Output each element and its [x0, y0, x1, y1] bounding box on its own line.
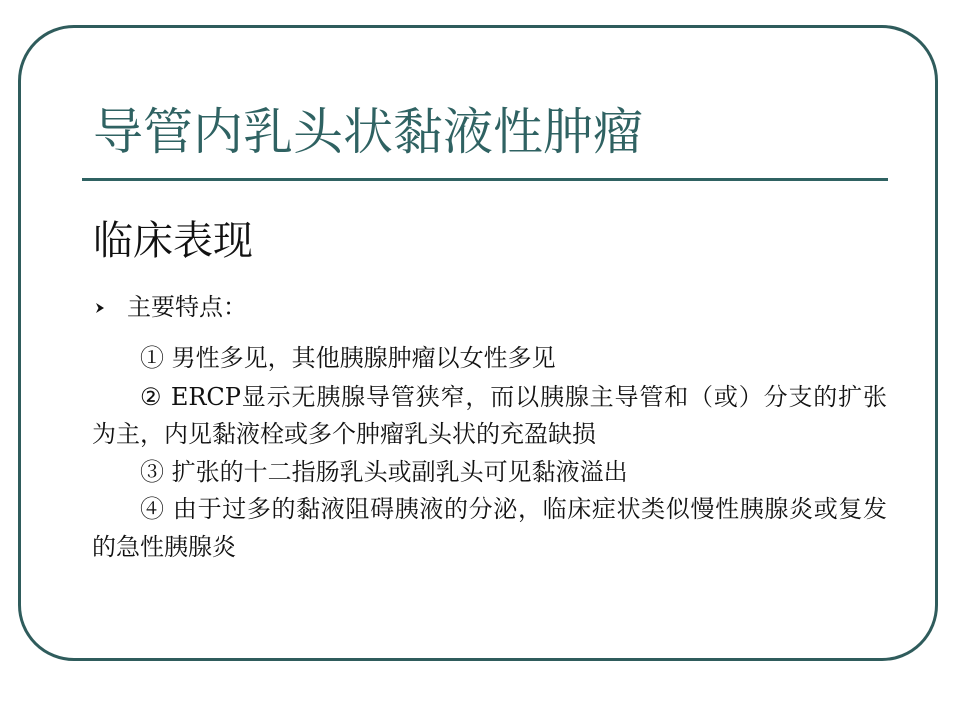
slide-title: 导管内乳头状黏液性肿瘤 [93, 103, 643, 161]
feature-list [92, 340, 887, 566]
feature-item-1: ① 男性多见，其他胰腺肿瘤以女性多见 [140, 344, 556, 372]
feature-item-3: ③ 扩张的十二指肠乳头或副乳头可见黏液溢出 [140, 457, 628, 486]
bullet-label: 主要特点： [127, 293, 247, 321]
arrow-bullet-icon-svg [93, 301, 107, 315]
bullet-point [93, 290, 247, 324]
title-divider [82, 178, 888, 181]
section-heading: 临床表现 [93, 218, 253, 264]
arrow-bullet-icon [93, 300, 107, 314]
feature-item-2: ② ERCP显示无胰腺导管狭窄，而以胰腺主导管和（或）分支的扩张为主，内见黏液栓或多个肿瘤乳头状的充盈缺损 [92, 382, 887, 448]
feature-item-4: ④ 由于过多的黏液阻碍胰液的分泌，临床症状类似慢性胰腺炎或复发的急性胰腺炎 [92, 495, 887, 561]
